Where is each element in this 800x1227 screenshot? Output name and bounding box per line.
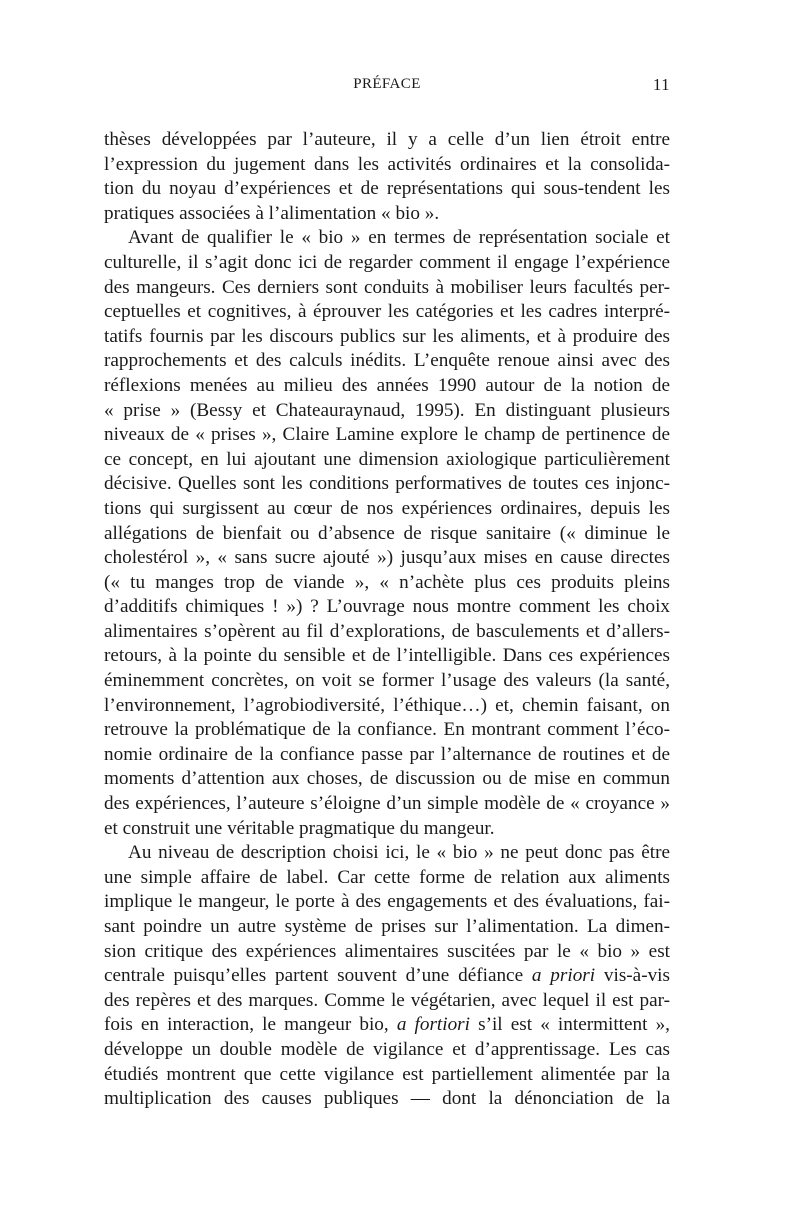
text-line: tion du noyau d’expériences et de représentations qui sous-tendent les [104, 178, 670, 200]
text-line: étudiés montrent que cette vigilance est partiellement alimentée par la [104, 1063, 670, 1085]
text-line: tions qui surgissent au cœur de nos expériences ordinaires, depuis les [104, 497, 670, 519]
text-line: des repères et des marques. Comme le végétarien, avec lequel il est par- [104, 989, 670, 1011]
text-line: niveaux de « prises », Claire Lamine explore le champ de pertinence de [104, 424, 670, 446]
text-line: pratiques associées à l’alimentation « bio ». [104, 202, 440, 224]
text-line: et construit une véritable pragmatique du mangeur. [104, 817, 495, 839]
text-line: rapprochements et des calculs inédits. L’enquête renoue ainsi avec des [104, 350, 670, 372]
text-line: moments d’attention aux choses, de discussion ou de mise en commun [104, 768, 670, 790]
text-line: implique le mangeur, le porte à des engagements et des évaluations, fai- [104, 891, 670, 913]
italic-phrase: a priori [531, 965, 596, 987]
text-line: sion critique des expériences alimentaires suscitées par le « bio » est [104, 940, 670, 962]
text-line: tatifs fournis par les discours publics sur les aliments, et à produire des [104, 325, 670, 347]
text-line: ce concept, en lui ajoutant une dimension axiologique particulièrement [104, 448, 670, 470]
text-line: réflexions menées au milieu des années 1990 autour de la notion de [104, 374, 670, 396]
text-line: Au niveau de description choisi ici, le « bio » ne peut donc pas être [128, 842, 670, 864]
text-line: « prise » (Bessy et Chateauraynaud, 1995). En distinguant plusieurs [104, 399, 670, 421]
text-line: des expériences, l’auteure s’éloigne d’un simple modèle de « croyance » [104, 793, 670, 815]
text-line: l’environnement, l’agrobiodiversité, l’éthique…) et, chemin faisant, on [104, 694, 670, 716]
text-line: développe un double modèle de vigilance et d’apprentissage. Les cas [104, 1038, 670, 1060]
text-line: thèses développées par l’auteure, il y a celle d’un lien étroit entre [104, 129, 670, 150]
text-segment: vis-à-vis [595, 965, 670, 987]
text-line: retrouve la problématique de la confiance. En montrant comment l’éco- [104, 719, 670, 741]
text-line: Avant de qualifier le « bio » en termes de représentation sociale et [128, 227, 670, 249]
text-line: cholestérol », « sans sucre ajouté ») jusqu’aux mises en cause directes [104, 547, 670, 569]
running-header [104, 76, 670, 98]
text-line [104, 964, 670, 989]
text-line: ceptuelles et cognitives, à éprouver les catégories et les cadres interpré- [104, 301, 670, 323]
text-segment: centrale puisqu’elles partent souvent d’une défiance [104, 965, 532, 987]
text-line: une simple affaire de label. Car cette forme de relation aux aliments [104, 866, 670, 888]
text-line: alimentaires s’opèrent au fil d’explorations, de basculements et d’allers- [104, 620, 670, 642]
text-line: (« tu manges trop de viande », « n’achète plus ces produits pleins [104, 571, 670, 593]
italic-phrase: a fortiori [396, 1014, 470, 1036]
text-line: des mangeurs. Ces derniers sont conduits à mobiliser leurs facultés per- [104, 276, 670, 298]
text-line: décisive. Quelles sont les conditions performatives de toutes ces injonc- [104, 473, 670, 495]
body-text [104, 128, 670, 1112]
text-line: culturelle, il s’agit donc ici de regarder comment il engage l’expérience [104, 251, 670, 273]
text-segment: s’il est « intermittent », [469, 1014, 670, 1036]
page-number: 11 [652, 75, 670, 94]
text-line [104, 1013, 670, 1038]
text-line: sant poindre un autre système de prises sur l’alimentation. La dimen- [104, 916, 670, 937]
text-line: nomie ordinaire de la confiance passe par l’alternance de routines et de [104, 743, 670, 765]
header-title: PRÉFACE [353, 76, 421, 92]
text-line: d’additifs chimiques ! ») ? L’ouvrage nous montre comment les choix [104, 596, 670, 618]
text-line: allégations de bienfait ou d’absence de risque sanitaire (« diminue le [104, 522, 670, 544]
text-segment: fois en interaction, le mangeur bio, [104, 1014, 397, 1036]
text-line: éminemment concrètes, on voit se former l’usage des valeurs (la santé, [104, 670, 670, 692]
text-line: retours, à la pointe du sensible et de l’intelligible. Dans ces expériences [104, 645, 670, 667]
text-line: l’expression du jugement dans les activités ordinaires et la consolida- [104, 153, 670, 175]
text-line: multiplication des causes publiques — dont la dénonciation de la [104, 1088, 670, 1110]
